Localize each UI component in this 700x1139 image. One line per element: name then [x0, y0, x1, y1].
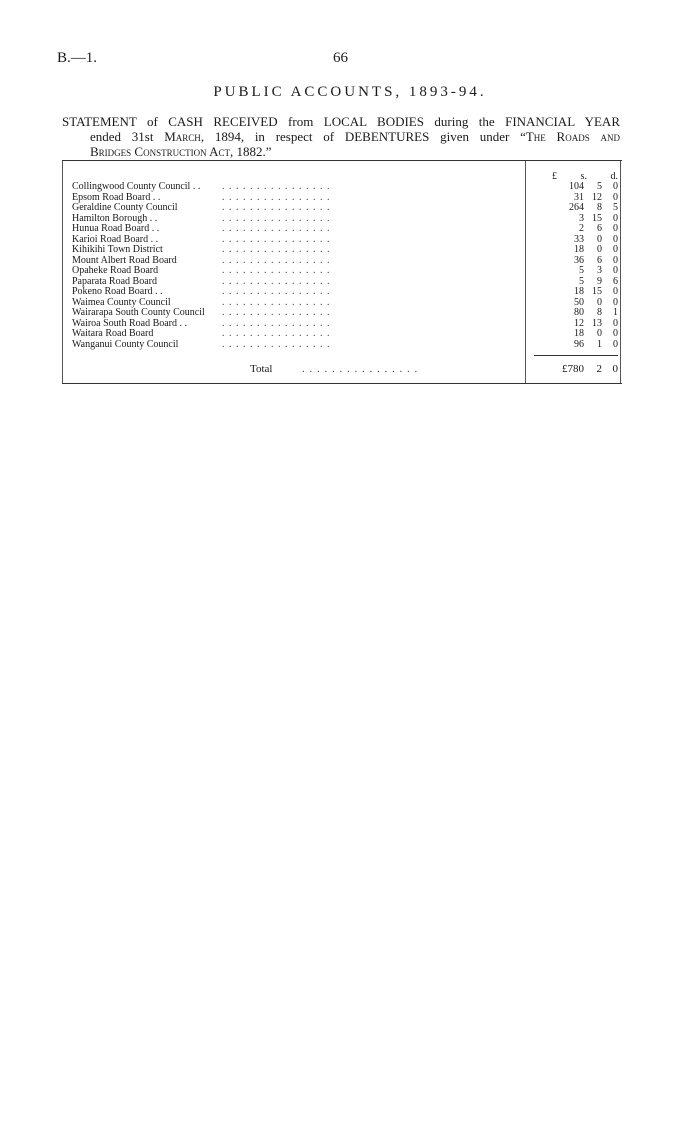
shillings-cell: 6 [597, 223, 602, 234]
table-rule-left [62, 161, 63, 383]
amount [552, 329, 618, 339]
local-body-name: Wanganui County Council [72, 338, 179, 350]
amount [552, 245, 618, 255]
pounds-cell: 96 [574, 338, 584, 350]
dot-leader: . . . . . . . . . . . . . . . . [222, 245, 331, 255]
pounds-cell: 31 [574, 191, 584, 203]
pounds-cell: 3 [579, 212, 584, 224]
shillings-cell: 0 [597, 328, 602, 339]
dot-leader: . . . . . . . . . . . . . . . . [222, 192, 331, 203]
shillings-cell: 1 [597, 338, 602, 350]
pence-cell: 0 [613, 317, 618, 329]
currency-header [552, 171, 618, 182]
pence-cell: 0 [613, 296, 618, 308]
shillings-cell: 3 [597, 265, 602, 276]
shillings-cell: 15 [592, 212, 602, 224]
pence-cell: 0 [613, 223, 618, 234]
statement-heading [62, 114, 620, 159]
pounds-cell: 2 [579, 223, 584, 234]
amount [552, 182, 618, 192]
pounds-cell: 33 [574, 233, 584, 245]
table-row [72, 340, 618, 350]
dot-leader: . . . . . . . . . . . . . . . . [222, 308, 331, 318]
total-leader: . . . . . . . . . . . . . . . . [302, 363, 419, 375]
amount [552, 214, 618, 224]
running-title: PUBLIC ACCOUNTS, 1893-94. [213, 84, 487, 100]
dot-leader: . . . . . . . . . . . . . . . . [222, 255, 331, 266]
shillings-cell: 9 [597, 275, 602, 287]
amount [552, 287, 618, 297]
total-pounds: £780 [562, 363, 584, 375]
shillings-cell: 12 [592, 191, 602, 203]
total-shillings: 2 [596, 363, 602, 375]
local-body-name: Collingwood County Council . . [72, 181, 201, 192]
table-row [72, 329, 618, 339]
local-body-name: Waimea County Council [72, 296, 171, 308]
dot-leader: . . . . . . . . . . . . . . . . [222, 182, 331, 192]
pounds-header: £ [552, 171, 557, 182]
pounds-cell: 264 [569, 202, 584, 213]
table-row [72, 319, 618, 329]
table-row [72, 256, 618, 266]
local-body-name: Wairoa South Road Board . . [72, 317, 188, 329]
amount [552, 266, 618, 276]
total-label: Total [250, 363, 273, 375]
shillings-cell: 15 [592, 286, 602, 297]
local-body-name: Waitara Road Board [72, 328, 154, 339]
pence-cell: 0 [613, 212, 618, 224]
amount [552, 203, 618, 213]
pence-cell: 0 [613, 265, 618, 276]
shillings-cell: 0 [597, 233, 602, 245]
pounds-cell: 18 [574, 328, 584, 339]
table-rule-right [620, 161, 621, 383]
dot-leader: . . . . . . . . . . . . . . . . [222, 213, 331, 224]
shillings-cell: 0 [597, 296, 602, 308]
table-row [72, 203, 618, 213]
pence-header: d. [610, 171, 618, 182]
amount [552, 193, 618, 203]
table-row [72, 287, 618, 297]
amount [552, 256, 618, 266]
amount [552, 224, 618, 234]
pence-cell: 0 [613, 191, 618, 203]
table-row [72, 298, 618, 308]
shillings-cell: 8 [597, 307, 602, 318]
local-body-name: Pokeno Road Board . . [72, 286, 163, 297]
dot-leader: . . . . . . . . . . . . . . . . [222, 266, 331, 276]
amount [552, 308, 618, 318]
local-body-name: Epsom Road Board . . [72, 191, 161, 203]
local-body-name: Hunua Road Board . . [72, 223, 160, 234]
statement-line-1: STATEMENT of CASH RECEIVED from LOCAL BODIES during the FINANCIAL YEAR [62, 114, 620, 129]
local-body-name: Karioi Road Board . . [72, 233, 159, 245]
shillings-cell: 8 [597, 202, 602, 213]
dot-leader: . . . . . . . . . . . . . . . . [222, 224, 331, 234]
table-row [72, 193, 618, 203]
pence-cell: 0 [613, 233, 618, 245]
pence-cell: 0 [613, 286, 618, 297]
table-row [72, 277, 618, 287]
table-row [72, 214, 618, 224]
table-row [72, 235, 618, 245]
local-body-name: Geraldine County Council [72, 202, 178, 213]
table-row [72, 308, 618, 318]
local-body-name: Hamilton Borough . . [72, 212, 158, 224]
amount [552, 298, 618, 308]
pounds-cell: 36 [574, 254, 584, 266]
local-body-name: Mount Albert Road Board [72, 254, 177, 266]
pence-cell: 0 [613, 181, 618, 192]
shillings-header: s. [580, 171, 587, 182]
dot-leader: . . . . . . . . . . . . . . . . [222, 203, 331, 213]
shillings-cell: 13 [592, 317, 602, 329]
table-row [72, 182, 618, 192]
pence-cell: 6 [613, 275, 618, 287]
pounds-cell: 18 [574, 244, 584, 255]
total-rule [534, 355, 618, 356]
pence-cell: 1 [613, 307, 618, 318]
shillings-cell: 0 [597, 244, 602, 255]
page-ref: B.—1. [57, 50, 98, 66]
pence-cell: 0 [613, 254, 618, 266]
statement-line-3: Bridges Construction Act, 1882.” [90, 144, 272, 159]
pence-cell: 0 [613, 328, 618, 339]
pence-cell: 0 [613, 338, 618, 350]
amount [552, 319, 618, 329]
amount [552, 340, 618, 350]
dot-leader: . . . . . . . . . . . . . . . . [222, 276, 331, 287]
shillings-cell: 6 [597, 254, 602, 266]
dot-leader: . . . . . . . . . . . . . . . . [222, 339, 331, 350]
statement-line-2: ended 31st March, 1894, in respect of DEBENTURES given under “The Roads and [90, 129, 620, 144]
pounds-cell: 80 [574, 307, 584, 318]
amount [552, 277, 618, 287]
dot-leader: . . . . . . . . . . . . . . . . [222, 329, 331, 339]
dot-leader: . . . . . . . . . . . . . . . . [222, 234, 331, 245]
page-number: 66 [333, 50, 348, 66]
total-pence: 0 [612, 363, 618, 375]
local-body-name: Kihikihi Town District [72, 244, 163, 255]
pence-cell: 5 [613, 202, 618, 213]
pounds-cell: 18 [574, 286, 584, 297]
dot-leader: . . . . . . . . . . . . . . . . [222, 297, 331, 308]
table-row [72, 224, 618, 234]
pounds-cell: 5 [579, 265, 584, 276]
pounds-cell: 12 [574, 317, 584, 329]
shillings-cell: 5 [597, 181, 602, 192]
pounds-cell: 104 [569, 181, 584, 192]
table-row [72, 266, 618, 276]
local-body-name: Paparata Road Board [72, 275, 157, 287]
local-body-name: Wairarapa South County Council [72, 307, 205, 318]
total-amount [542, 363, 618, 375]
pounds-cell: 50 [574, 296, 584, 308]
dot-leader: . . . . . . . . . . . . . . . . [222, 318, 331, 329]
pence-cell: 0 [613, 244, 618, 255]
dot-leader: . . . . . . . . . . . . . . . . [222, 287, 331, 297]
amount [552, 235, 618, 245]
receipts-table [62, 160, 622, 384]
local-body-name: Opaheke Road Board [72, 265, 159, 276]
table-row [72, 245, 618, 255]
pounds-cell: 5 [579, 275, 584, 287]
